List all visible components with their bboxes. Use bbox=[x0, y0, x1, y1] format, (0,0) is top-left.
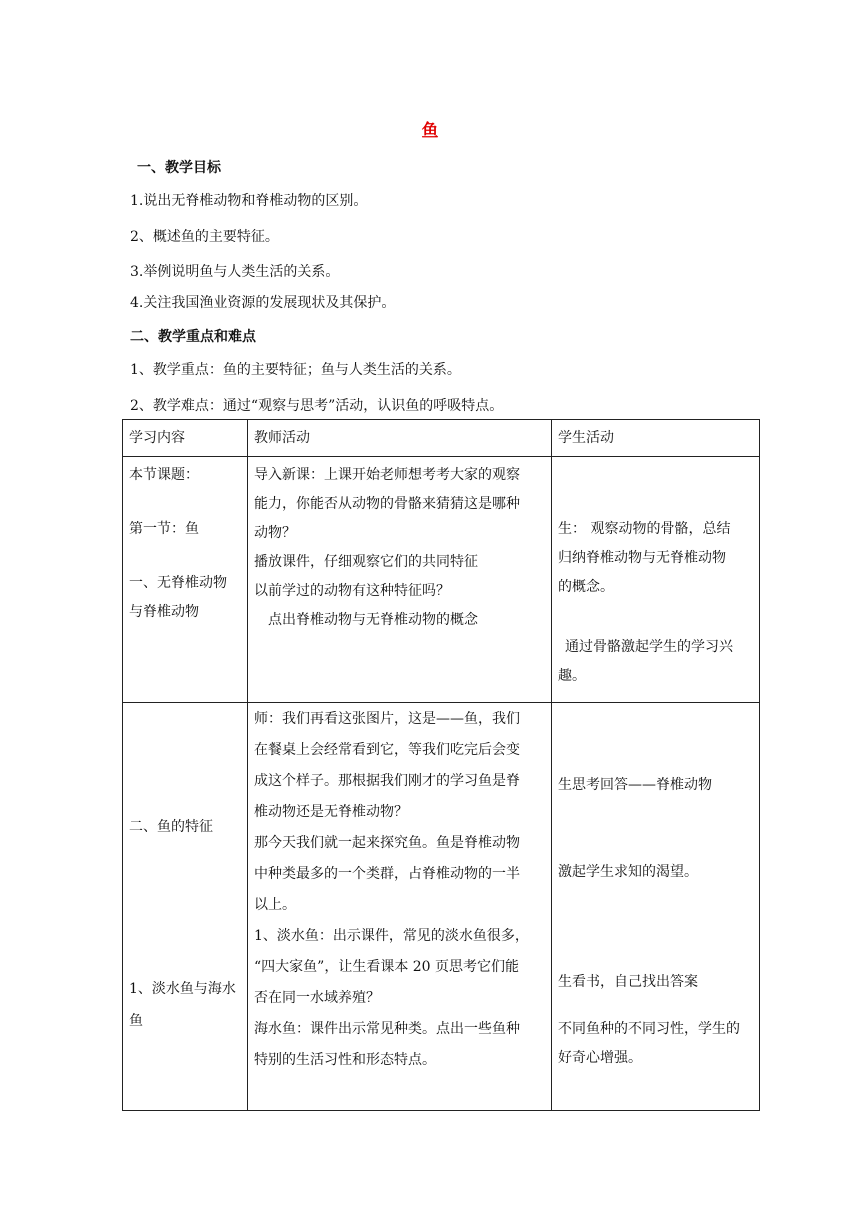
goal-item: 3.举例说明鱼与人类生活的关系。 bbox=[130, 264, 340, 280]
teacher-cell bbox=[248, 703, 552, 1111]
content-line: 与脊椎动物 bbox=[129, 604, 199, 620]
teacher-line: 师：我们再看这张图片，这是——鱼，我们 bbox=[254, 711, 520, 727]
goal-item: 4.关注我国渔业资源的发展现状及其保护。 bbox=[130, 295, 396, 311]
student-line: 的概念。 bbox=[558, 579, 614, 595]
teacher-line: 以上。 bbox=[254, 897, 296, 913]
student-line: 通过骨骼激起学生的学习兴 bbox=[565, 639, 733, 655]
teacher-line: 那今天我们就一起来探究鱼。鱼是脊椎动物 bbox=[254, 835, 520, 851]
teacher-line: 海水鱼：课件出示常见种类。点出一些鱼种 bbox=[254, 1021, 520, 1037]
teacher-line: 成这个样子。那根据我们刚才的学习鱼是脊 bbox=[254, 773, 520, 789]
teacher-line: “四大家鱼”，让生看课本 20 页思考它们能 bbox=[254, 959, 520, 975]
teacher-line: 1、淡水鱼：出示课件，常见的淡水鱼很多， bbox=[254, 928, 529, 944]
content-line: 本节课题： bbox=[129, 467, 199, 483]
student-line: 好奇心增强。 bbox=[558, 1050, 642, 1066]
table-header-row bbox=[123, 420, 760, 457]
teacher-line: 在餐桌上会经常看到它，等我们吃完后会变 bbox=[254, 742, 520, 758]
content-cell bbox=[123, 457, 248, 703]
content-line: 1、淡水鱼与海水 bbox=[129, 981, 236, 997]
student-line: 激起学生求知的渴望。 bbox=[558, 864, 698, 880]
key-point-item: 1、教学重点：鱼的主要特征；鱼与人类生活的关系。 bbox=[130, 362, 461, 378]
header-teacher: 教师活动 bbox=[254, 430, 310, 446]
teacher-line: 以前学过的动物有这种特征吗？ bbox=[254, 583, 450, 599]
teacher-line: 椎动物还是无脊椎动物？ bbox=[254, 804, 408, 820]
teacher-line: 能力，你能否从动物的骨骼来猜猜这是哪种 bbox=[254, 496, 520, 512]
table-header-cell bbox=[552, 420, 760, 457]
content-line: 第一节：鱼 bbox=[129, 521, 199, 537]
table-row bbox=[123, 457, 760, 703]
teacher-line: 播放课件，仔细观察它们的共同特征 bbox=[254, 554, 478, 570]
student-line: 归纳脊椎动物与无脊椎动物 bbox=[558, 550, 726, 566]
student-line: 趣。 bbox=[558, 668, 586, 684]
student-cell bbox=[552, 703, 760, 1111]
teacher-line: 导入新课：上课开始老师想考考大家的观察 bbox=[254, 467, 520, 483]
table-header-cell bbox=[123, 420, 248, 457]
lesson-plan-table bbox=[122, 419, 760, 1111]
student-line: 生看书，自己找出答案 bbox=[558, 974, 698, 990]
header-student: 学生活动 bbox=[558, 430, 614, 446]
header-content: 学习内容 bbox=[129, 430, 185, 446]
goal-item: 1.说出无脊椎动物和脊椎动物的区别。 bbox=[130, 193, 368, 209]
goal-item: 2、概述鱼的主要特征。 bbox=[130, 229, 279, 245]
content-line: 鱼 bbox=[129, 1013, 143, 1029]
content-cell bbox=[123, 703, 248, 1111]
teacher-line: 动物？ bbox=[254, 525, 296, 541]
student-line: 生： 观察动物的骨骼，总结 bbox=[558, 521, 731, 537]
section-heading-goals: 一、教学目标 bbox=[137, 160, 221, 176]
teacher-line: 特别的生活习性和形态特点。 bbox=[254, 1052, 436, 1068]
teacher-line: 否在同一水域养殖？ bbox=[254, 990, 380, 1006]
content-line: 二、鱼的特征 bbox=[129, 819, 213, 835]
table-header-cell bbox=[248, 420, 552, 457]
key-point-item: 2、教学难点：通过“观察与思考”活动，认识鱼的呼吸特点。 bbox=[130, 398, 504, 414]
section-heading-key: 二、教学重点和难点 bbox=[130, 329, 256, 345]
document-title: 鱼 bbox=[421, 121, 439, 141]
teacher-line: 点出脊椎动物与无脊椎动物的概念 bbox=[268, 612, 478, 628]
student-line: 不同鱼种的不同习性，学生的 bbox=[558, 1021, 740, 1037]
table-row bbox=[123, 703, 760, 1111]
content-line: 一、无脊椎动物 bbox=[129, 575, 227, 591]
teacher-line: 中种类最多的一个类群，占脊椎动物的一半 bbox=[254, 866, 520, 882]
student-cell bbox=[552, 457, 760, 703]
student-line: 生思考回答——脊椎动物 bbox=[558, 777, 712, 793]
teacher-cell bbox=[248, 457, 552, 703]
